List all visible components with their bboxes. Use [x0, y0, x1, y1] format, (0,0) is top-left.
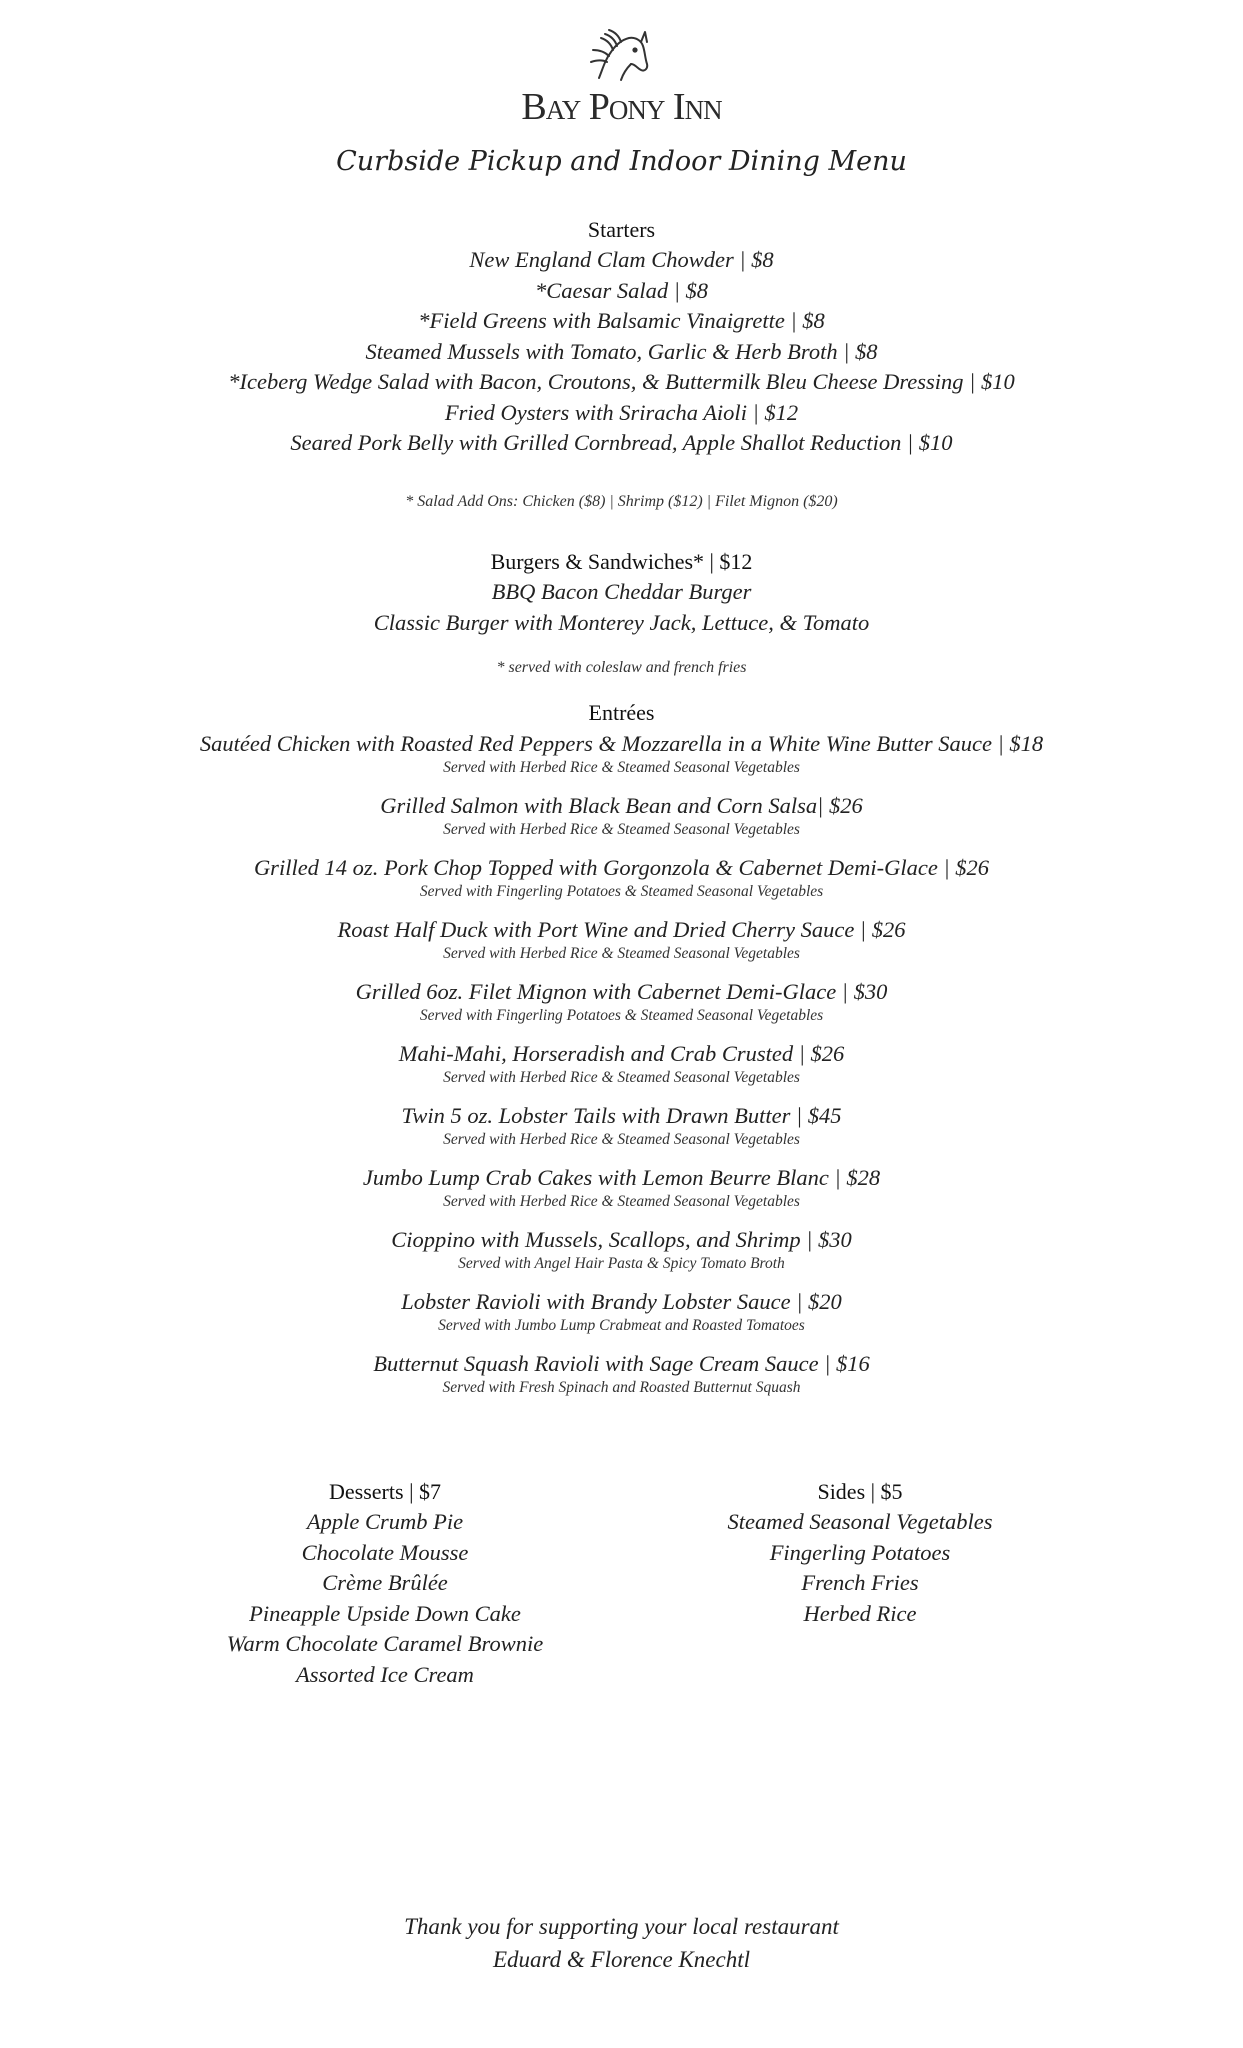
entree-item — [0, 1287, 1243, 1336]
entree-name: Grilled 14 oz. Pork Chop Topped with Gorgonzola & Cabernet Demi-Glace | $26 — [253, 855, 990, 880]
entree-item — [0, 791, 1243, 840]
entree-name: Lobster Ravioli with Brandy Lobster Sauce | $20 — [401, 1289, 842, 1314]
burger-item: BBQ Bacon Cheddar Burger — [491, 579, 752, 604]
entree-name: Roast Half Duck with Port Wine and Dried Cherry Sauce | $26 — [337, 917, 906, 942]
sides-section — [660, 1477, 1060, 1629]
starter-item: Fried Oysters with Sriracha Aioli | $12 — [444, 399, 799, 425]
dessert-item: Apple Crumb Pie — [306, 1509, 464, 1534]
desserts-heading-row — [185, 1477, 585, 1507]
dessert-item: Pineapple Upside Down Cake — [249, 1600, 521, 1626]
entree-name: Grilled 6oz. Filet Mignon with Cabernet Demi-Glace | $30 — [355, 979, 888, 1004]
starters-heading: Starters — [587, 217, 656, 242]
entree-served-with: Served with Fresh Spinach and Roasted Butternut Squash — [442, 1379, 801, 1396]
entree-item — [0, 915, 1243, 964]
burgers-section — [0, 547, 1243, 638]
entree-item — [0, 729, 1243, 778]
entree-served-with: Served with Jumbo Lump Crabmeat and Roasted Tomatoes — [438, 1317, 805, 1334]
footer-owners: Eduard & Florence Knechtl — [493, 1947, 750, 1972]
starter-item: New England Clam Chowder | $8 — [469, 247, 774, 272]
entree-served-with: Served with Herbed Rice & Steamed Seasonal Vegetables — [443, 945, 800, 962]
burgers-note-block — [0, 658, 1243, 678]
desserts-heading: Desserts — [329, 1479, 404, 1504]
entree-served-with: Served with Herbed Rice & Steamed Seasonal Vegetables — [443, 1193, 800, 1210]
entree-served-with: Served with Angel Hair Pasta & Spicy Tomato Broth — [458, 1255, 785, 1272]
entree-item — [0, 1349, 1243, 1398]
entree-item — [0, 853, 1243, 902]
burgers-price: | $12 — [704, 549, 753, 574]
entree-name: Mahi-Mahi, Horseradish and Crab Crusted | $26 — [398, 1041, 845, 1066]
footer-thanks: Thank you for supporting your local restaurant — [404, 1914, 839, 1939]
sides-heading: Sides — [817, 1479, 866, 1504]
side-item: Herbed Rice — [803, 1600, 917, 1626]
desserts-price: | $7 — [403, 1479, 441, 1504]
starter-item: *Caesar Salad | $8 — [534, 277, 709, 303]
side-item: Fingerling Potatoes — [769, 1539, 951, 1565]
brand-logo — [0, 28, 1243, 128]
entree-name: Sautéed Chicken with Roasted Red Peppers & Mozzarella in a White Wine Butter Sauce | $18 — [199, 731, 1044, 756]
entree-item — [0, 977, 1243, 1026]
salad-addons-note: * Salad Add Ons: Chicken ($8) | Shrimp ($12) | Filet Mignon ($20) — [405, 493, 838, 510]
entree-item — [0, 1225, 1243, 1274]
sides-price: | $5 — [865, 1479, 903, 1504]
salad-addons-note-block — [0, 492, 1243, 512]
burgers-note: * served with coleslaw and french fries — [496, 659, 747, 676]
starter-item: *Field Greens with Balsamic Vinaigrette | $8 — [418, 308, 825, 333]
starter-item: Steamed Mussels with Tomato, Garlic & Herb Broth | $8 — [365, 338, 878, 364]
menu-title: Curbside Pickup and Indoor Dining Menu — [336, 146, 907, 177]
entree-name: Jumbo Lump Crab Cakes with Lemon Beurre Blanc | $28 — [362, 1165, 881, 1190]
footer — [0, 1910, 1243, 1976]
entree-served-with: Served with Herbed Rice & Steamed Seasonal Vegetables — [443, 1131, 800, 1148]
entree-served-with: Served with Fingerling Potatoes & Steamed Seasonal Vegetables — [419, 883, 824, 900]
dessert-item: Assorted Ice Cream — [296, 1661, 474, 1687]
desserts-section — [185, 1477, 585, 1690]
entrees-section — [0, 698, 1243, 1411]
dessert-item: Crème Brûlée — [322, 1570, 448, 1595]
entree-item — [0, 1101, 1243, 1150]
burgers-heading: Burgers & Sandwiches* — [490, 549, 705, 574]
entree-item — [0, 1039, 1243, 1088]
entree-item — [0, 1163, 1243, 1212]
entree-served-with: Served with Fingerling Potatoes & Steamed Seasonal Vegetables — [419, 1007, 824, 1024]
dessert-item: Warm Chocolate Caramel Brownie — [226, 1631, 544, 1656]
burgers-heading-row — [0, 547, 1243, 577]
entree-name: Cioppino with Mussels, Scallops, and Shrimp | $30 — [391, 1227, 852, 1252]
starters-section — [0, 215, 1243, 459]
dessert-item: Chocolate Mousse — [301, 1539, 469, 1565]
entrees-heading: Entrées — [588, 700, 655, 725]
entree-served-with: Served with Herbed Rice & Steamed Seasonal Vegetables — [443, 1069, 800, 1086]
entree-served-with: Served with Herbed Rice & Steamed Seasonal Vegetables — [443, 821, 800, 838]
horse-head-icon — [585, 28, 659, 86]
entree-served-with: Served with Herbed Rice & Steamed Seasonal Vegetables — [443, 759, 800, 776]
burger-item: Classic Burger with Monterey Jack, Lettuce, & Tomato — [373, 609, 870, 635]
entree-name: Butternut Squash Ravioli with Sage Cream Sauce | $16 — [373, 1351, 870, 1376]
sides-heading-row — [660, 1477, 1060, 1507]
starter-item: *Iceberg Wedge Salad with Bacon, Croutons, & Buttermilk Bleu Cheese Dressing | $10 — [228, 369, 1015, 394]
side-item: Steamed Seasonal Vegetables — [727, 1509, 993, 1534]
side-item: French Fries — [801, 1570, 919, 1595]
entree-name: Twin 5 oz. Lobster Tails with Drawn Butter | $45 — [401, 1103, 842, 1128]
entree-name: Grilled Salmon with Black Bean and Corn Salsa| $26 — [380, 793, 863, 818]
starter-item: Seared Pork Belly with Grilled Cornbread, Apple Shallot Reduction | $10 — [290, 430, 953, 455]
brand-name: Bay Pony Inn — [521, 86, 722, 128]
